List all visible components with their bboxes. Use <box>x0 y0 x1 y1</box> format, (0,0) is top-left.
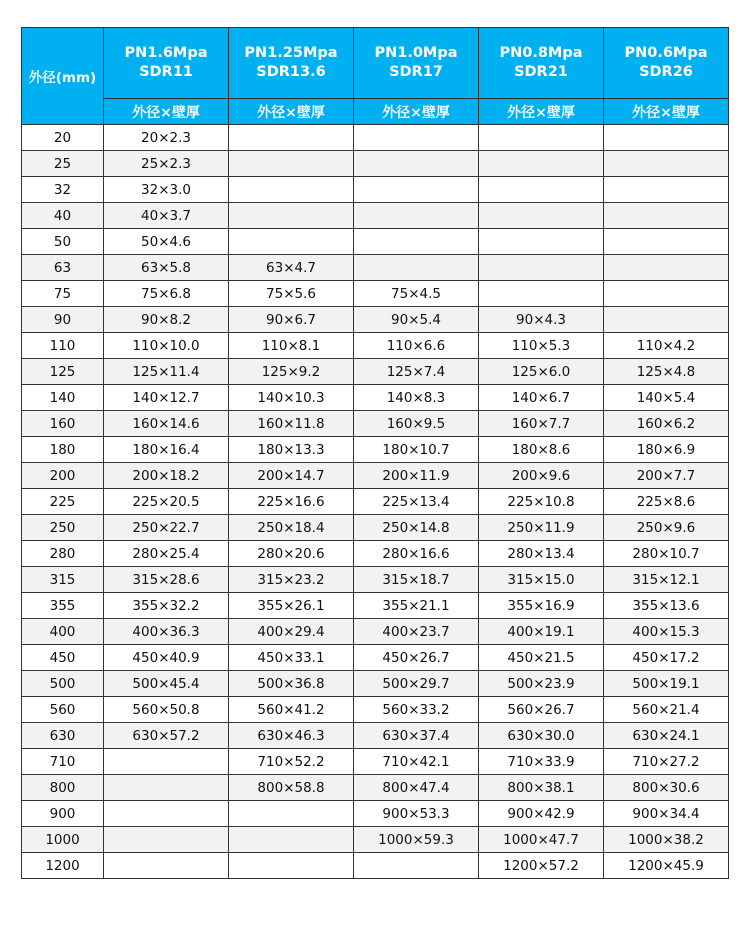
table-row <box>22 827 729 853</box>
pressure-label: PN0.6Mpa <box>624 45 708 61</box>
dimension-cell: 710×27.2 <box>604 749 729 775</box>
dimension-cell: 315×23.2 <box>229 567 354 593</box>
dimension-cell: 630×57.2 <box>104 723 229 749</box>
dimension-cell: 400×23.7 <box>354 619 479 645</box>
column-subheader: 外径×壁厚 <box>354 99 479 125</box>
dimension-cell: 800×30.6 <box>604 775 729 801</box>
dimension-cell: 75×4.5 <box>354 281 479 307</box>
dimension-cell: 560×26.7 <box>479 697 604 723</box>
dimension-cell: 125×9.2 <box>229 359 354 385</box>
dimension-cell: 225×16.6 <box>229 489 354 515</box>
dimension-cell: 200×9.6 <box>479 463 604 489</box>
column-subheader: 外径×壁厚 <box>104 99 229 125</box>
outer-diameter-cell: 50 <box>22 229 104 255</box>
outer-diameter-cell: 180 <box>22 437 104 463</box>
dimension-cell: 355×32.2 <box>104 593 229 619</box>
dimension-cell: 110×8.1 <box>229 333 354 359</box>
table-header <box>22 28 729 125</box>
dimension-cell: 140×5.4 <box>604 385 729 411</box>
dimension-cell: 280×13.4 <box>479 541 604 567</box>
outer-diameter-cell: 90 <box>22 307 104 333</box>
dimension-cell: 180×8.6 <box>479 437 604 463</box>
dimension-cell: 200×18.2 <box>104 463 229 489</box>
dimension-cell: 90×5.4 <box>354 307 479 333</box>
dimension-cell <box>604 151 729 177</box>
dimension-cell <box>229 177 354 203</box>
table-row <box>22 697 729 723</box>
dimension-cell: 450×21.5 <box>479 645 604 671</box>
dimension-cell: 315×18.7 <box>354 567 479 593</box>
dimension-cell: 110×6.6 <box>354 333 479 359</box>
outer-diameter-cell: 355 <box>22 593 104 619</box>
dimension-cell: 225×20.5 <box>104 489 229 515</box>
dimension-cell <box>104 853 229 879</box>
dimension-cell: 125×6.0 <box>479 359 604 385</box>
outer-diameter-cell: 250 <box>22 515 104 541</box>
table-row <box>22 463 729 489</box>
table-row <box>22 775 729 801</box>
table-row <box>22 853 729 879</box>
table-row <box>22 749 729 775</box>
dimension-cell <box>104 801 229 827</box>
table-row <box>22 541 729 567</box>
dimension-cell: 225×10.8 <box>479 489 604 515</box>
dimension-cell: 710×42.1 <box>354 749 479 775</box>
dimension-cell: 315×28.6 <box>104 567 229 593</box>
dimension-cell: 63×5.8 <box>104 255 229 281</box>
dimension-cell: 560×33.2 <box>354 697 479 723</box>
outer-diameter-cell: 160 <box>22 411 104 437</box>
dimension-cell <box>229 827 354 853</box>
dimension-cell: 1200×45.9 <box>604 853 729 879</box>
dimension-cell: 180×13.3 <box>229 437 354 463</box>
dimension-cell: 250×11.9 <box>479 515 604 541</box>
dimension-cell <box>604 177 729 203</box>
dimension-cell: 630×46.3 <box>229 723 354 749</box>
dimension-cell <box>104 827 229 853</box>
dimension-cell: 200×7.7 <box>604 463 729 489</box>
dimension-cell <box>604 229 729 255</box>
dimension-cell <box>229 801 354 827</box>
dimension-cell: 280×25.4 <box>104 541 229 567</box>
dimension-cell: 315×15.0 <box>479 567 604 593</box>
dimension-cell: 355×26.1 <box>229 593 354 619</box>
dimension-cell <box>604 125 729 151</box>
dimension-cell: 200×14.7 <box>229 463 354 489</box>
dimension-cell: 355×16.9 <box>479 593 604 619</box>
dimension-cell: 160×14.6 <box>104 411 229 437</box>
dimension-cell: 900×53.3 <box>354 801 479 827</box>
outer-diameter-cell: 110 <box>22 333 104 359</box>
outer-diameter-cell: 710 <box>22 749 104 775</box>
dimension-cell: 500×23.9 <box>479 671 604 697</box>
pressure-label: PN1.25Mpa <box>244 45 338 61</box>
table-row <box>22 723 729 749</box>
dimension-cell: 900×34.4 <box>604 801 729 827</box>
dimension-cell: 90×4.3 <box>479 307 604 333</box>
dimension-cell: 500×19.1 <box>604 671 729 697</box>
dimension-cell: 125×4.8 <box>604 359 729 385</box>
dimension-cell <box>479 125 604 151</box>
dimension-cell: 140×12.7 <box>104 385 229 411</box>
dimension-cell: 20×2.3 <box>104 125 229 151</box>
dimension-cell <box>354 255 479 281</box>
dimension-cell: 355×13.6 <box>604 593 729 619</box>
table-row <box>22 203 729 229</box>
column-subheader: 外径×壁厚 <box>604 99 729 125</box>
pressure-label: PN0.8Mpa <box>499 45 583 61</box>
table-row <box>22 801 729 827</box>
outer-diameter-cell: 225 <box>22 489 104 515</box>
dimension-cell: 315×12.1 <box>604 567 729 593</box>
dimension-cell: 32×3.0 <box>104 177 229 203</box>
dimension-cell <box>354 853 479 879</box>
dimension-cell: 250×9.6 <box>604 515 729 541</box>
table-row <box>22 229 729 255</box>
dimension-cell <box>104 775 229 801</box>
dimension-cell: 110×10.0 <box>104 333 229 359</box>
dimension-cell: 400×36.3 <box>104 619 229 645</box>
table-row <box>22 177 729 203</box>
outer-diameter-cell: 63 <box>22 255 104 281</box>
outer-diameter-cell: 450 <box>22 645 104 671</box>
table-row <box>22 333 729 359</box>
table-row <box>22 567 729 593</box>
table-row <box>22 255 729 281</box>
dimension-cell: 630×24.1 <box>604 723 729 749</box>
dimension-cell: 560×21.4 <box>604 697 729 723</box>
dimension-cell: 110×5.3 <box>479 333 604 359</box>
outer-diameter-cell: 25 <box>22 151 104 177</box>
dimension-cell: 280×10.7 <box>604 541 729 567</box>
dimension-cell: 125×7.4 <box>354 359 479 385</box>
dimension-cell: 63×4.7 <box>229 255 354 281</box>
dimension-cell: 710×33.9 <box>479 749 604 775</box>
outer-diameter-header: 外径(mm) <box>22 28 104 125</box>
dimension-cell: 75×6.8 <box>104 281 229 307</box>
dimension-cell: 280×20.6 <box>229 541 354 567</box>
dimension-cell: 450×33.1 <box>229 645 354 671</box>
dimension-cell <box>479 229 604 255</box>
dimension-cell <box>354 177 479 203</box>
dimension-cell: 450×26.7 <box>354 645 479 671</box>
dimension-cell <box>604 255 729 281</box>
table-row <box>22 645 729 671</box>
dimension-cell: 630×37.4 <box>354 723 479 749</box>
sdr-label: SDR21 <box>514 64 568 80</box>
dimension-cell <box>604 281 729 307</box>
outer-diameter-cell: 800 <box>22 775 104 801</box>
dimension-cell: 225×13.4 <box>354 489 479 515</box>
dimension-cell: 140×8.3 <box>354 385 479 411</box>
table-row <box>22 385 729 411</box>
dimension-cell: 90×8.2 <box>104 307 229 333</box>
pressure-label: PN1.6Mpa <box>124 45 208 61</box>
dimension-cell <box>229 229 354 255</box>
dimension-cell: 1000×59.3 <box>354 827 479 853</box>
dimension-cell: 225×8.6 <box>604 489 729 515</box>
dimension-cell: 800×38.1 <box>479 775 604 801</box>
dimension-cell <box>479 151 604 177</box>
dimension-cell: 450×40.9 <box>104 645 229 671</box>
dimension-cell: 90×6.7 <box>229 307 354 333</box>
dimension-cell: 500×36.8 <box>229 671 354 697</box>
dimension-cell: 125×11.4 <box>104 359 229 385</box>
dimension-cell <box>479 177 604 203</box>
dimension-cell <box>229 125 354 151</box>
table-row <box>22 619 729 645</box>
grade-header-sdr13-6 <box>229 28 354 99</box>
outer-diameter-cell: 140 <box>22 385 104 411</box>
outer-diameter-cell: 400 <box>22 619 104 645</box>
dimension-cell: 355×21.1 <box>354 593 479 619</box>
outer-diameter-cell: 280 <box>22 541 104 567</box>
dimension-cell: 1000×47.7 <box>479 827 604 853</box>
table-row <box>22 125 729 151</box>
column-subheader: 外径×壁厚 <box>229 99 354 125</box>
grade-header-sdr26 <box>604 28 729 99</box>
dimension-cell <box>604 203 729 229</box>
dimension-cell <box>354 125 479 151</box>
table-row <box>22 671 729 697</box>
dimension-cell: 280×16.6 <box>354 541 479 567</box>
dimension-cell: 180×6.9 <box>604 437 729 463</box>
table-row <box>22 359 729 385</box>
pressure-label: PN1.0Mpa <box>374 45 458 61</box>
outer-diameter-cell: 500 <box>22 671 104 697</box>
outer-diameter-cell: 20 <box>22 125 104 151</box>
dimension-cell <box>479 203 604 229</box>
outer-diameter-cell: 40 <box>22 203 104 229</box>
outer-diameter-cell: 125 <box>22 359 104 385</box>
outer-diameter-cell: 560 <box>22 697 104 723</box>
dimension-cell <box>479 255 604 281</box>
grade-header-sdr11 <box>104 28 229 99</box>
dimension-cell <box>354 203 479 229</box>
outer-diameter-cell: 315 <box>22 567 104 593</box>
table-body <box>22 125 729 879</box>
dimension-cell: 400×19.1 <box>479 619 604 645</box>
sdr-label: SDR17 <box>389 64 443 80</box>
dimension-cell: 160×7.7 <box>479 411 604 437</box>
pipe-spec-table <box>21 27 729 879</box>
dimension-cell: 500×29.7 <box>354 671 479 697</box>
grade-header-sdr17 <box>354 28 479 99</box>
dimension-cell: 800×58.8 <box>229 775 354 801</box>
dimension-cell: 630×30.0 <box>479 723 604 749</box>
outer-diameter-cell: 1000 <box>22 827 104 853</box>
dimension-cell <box>229 853 354 879</box>
dimension-cell <box>604 307 729 333</box>
table-row <box>22 593 729 619</box>
dimension-cell <box>104 749 229 775</box>
dimension-cell: 400×29.4 <box>229 619 354 645</box>
column-subheader: 外径×壁厚 <box>479 99 604 125</box>
dimension-cell: 75×5.6 <box>229 281 354 307</box>
table-row <box>22 489 729 515</box>
dimension-cell: 450×17.2 <box>604 645 729 671</box>
dimension-cell <box>229 203 354 229</box>
dimension-cell: 200×11.9 <box>354 463 479 489</box>
dimension-cell: 160×6.2 <box>604 411 729 437</box>
dimension-cell: 900×42.9 <box>479 801 604 827</box>
dimension-cell: 1000×38.2 <box>604 827 729 853</box>
table-row <box>22 307 729 333</box>
outer-diameter-cell: 75 <box>22 281 104 307</box>
outer-diameter-cell: 630 <box>22 723 104 749</box>
dimension-cell <box>354 229 479 255</box>
dimension-cell: 140×6.7 <box>479 385 604 411</box>
sdr-label: SDR13.6 <box>256 64 326 80</box>
outer-diameter-cell: 1200 <box>22 853 104 879</box>
dimension-cell: 250×22.7 <box>104 515 229 541</box>
dimension-cell: 560×41.2 <box>229 697 354 723</box>
outer-diameter-cell: 32 <box>22 177 104 203</box>
table-row <box>22 151 729 177</box>
dimension-cell: 110×4.2 <box>604 333 729 359</box>
dimension-cell: 1200×57.2 <box>479 853 604 879</box>
dimension-cell: 500×45.4 <box>104 671 229 697</box>
dimension-cell: 400×15.3 <box>604 619 729 645</box>
dimension-cell: 160×11.8 <box>229 411 354 437</box>
grade-header-sdr21 <box>479 28 604 99</box>
outer-diameter-cell: 900 <box>22 801 104 827</box>
table-row <box>22 281 729 307</box>
dimension-cell: 800×47.4 <box>354 775 479 801</box>
dimension-cell <box>479 281 604 307</box>
dimension-cell: 180×16.4 <box>104 437 229 463</box>
dimension-cell <box>354 151 479 177</box>
table-row <box>22 437 729 463</box>
dimension-cell: 250×18.4 <box>229 515 354 541</box>
dimension-cell: 560×50.8 <box>104 697 229 723</box>
dimension-cell: 250×14.8 <box>354 515 479 541</box>
dimension-cell: 140×10.3 <box>229 385 354 411</box>
dimension-cell: 50×4.6 <box>104 229 229 255</box>
table-row <box>22 515 729 541</box>
dimension-cell: 180×10.7 <box>354 437 479 463</box>
table-row <box>22 411 729 437</box>
sdr-label: SDR26 <box>639 64 693 80</box>
dimension-cell: 40×3.7 <box>104 203 229 229</box>
dimension-cell: 25×2.3 <box>104 151 229 177</box>
outer-diameter-cell: 200 <box>22 463 104 489</box>
dimension-cell: 160×9.5 <box>354 411 479 437</box>
dimension-cell <box>229 151 354 177</box>
sdr-label: SDR11 <box>139 64 193 80</box>
dimension-cell: 710×52.2 <box>229 749 354 775</box>
